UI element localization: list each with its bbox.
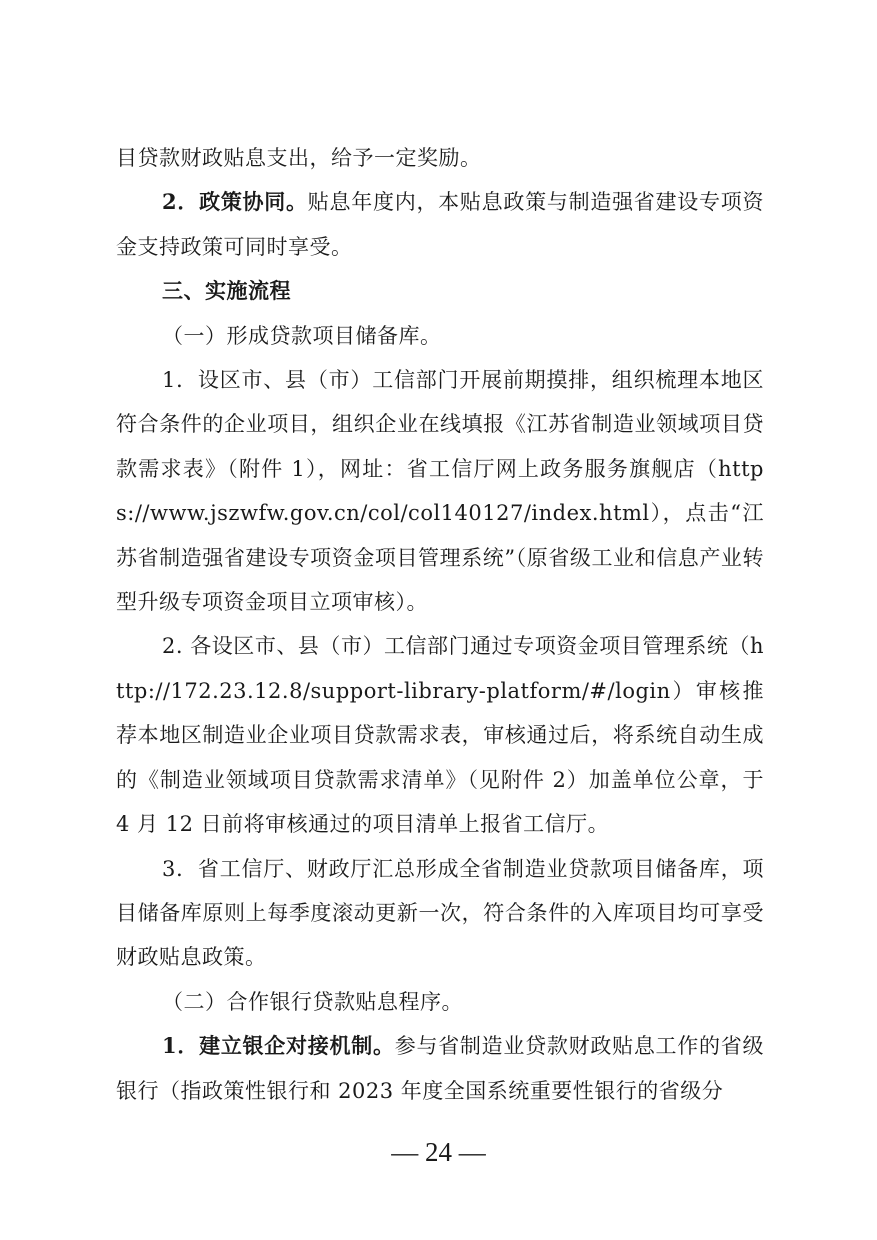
page-number: — 24 — [391, 1137, 486, 1167]
subheading-project-reserve [116, 314, 764, 358]
paragraph-lead: 1．建立银企对接机制。 [162, 1033, 395, 1059]
paragraph-step-2 [116, 624, 764, 846]
paragraph-step-3 [116, 847, 764, 980]
paragraph-text: 贴息年度内，本贴息政策与制造强省建设专项资金支持政策可同时享受。 [116, 190, 764, 259]
subheading-bank-procedure [116, 980, 764, 1024]
paragraph-policy-coordination [116, 180, 764, 269]
paragraph-lead: 2．政策协同。 [162, 189, 308, 215]
paragraph-text: 参与省制造业贷款财政贴息工作的省级银行（指政策性银行和 2023 年度全国系统重要性银行的省级分 [116, 1034, 764, 1103]
paragraph-continued [116, 136, 764, 180]
paragraph-step-1 [116, 358, 764, 624]
document-body [116, 136, 764, 1113]
subheading-text: （二）合作银行贷款贴息程序。 [162, 989, 463, 1014]
paragraph-text: 1．设区市、县（市）工信部门开展前期摸排，组织梳理本地区符合条件的企业项目，组织企业在线填报《江苏省制造业领域项目贷款需求表》（附件 1），网址：省工信厅网上政务服务旗舰店（https://www.jszwfw.gov.cn/col/col140127/index.html），点击“江苏省制造强省建设专项资金项目管理系统”（原省级工业和信息产业转型升级专项资金项目立项审核）。 [116, 368, 764, 615]
heading-implementation-process [116, 269, 764, 313]
paragraph-text: 2. 各设区市、县（市）工信部门通过专项资金项目管理系统（http://172.23.12.8/support-library-platform/#/login）审核推荐本地区制造业企业项目贷款需求表，审核通过后，将系统自动生成的《制造业领域项目贷款需求清单》（见附件 2）加盖单位公章，于 4 月 12 日前将审核通过的项目清单上报省工信厅。 [116, 634, 764, 837]
paragraph-bank-mechanism [116, 1024, 764, 1113]
heading-text: 三、实施流程 [162, 278, 291, 304]
subheading-text: （一）形成贷款项目储备库。 [162, 323, 442, 348]
paragraph-text: 目贷款财政贴息支出，给予一定奖励。 [116, 146, 482, 170]
paragraph-text: 3．省工信厅、财政厅汇总形成全省制造业贷款项目储备库，项目储备库原则上每季度滚动更新一次，符合条件的入库项目均可享受财政贴息政策。 [116, 856, 764, 970]
